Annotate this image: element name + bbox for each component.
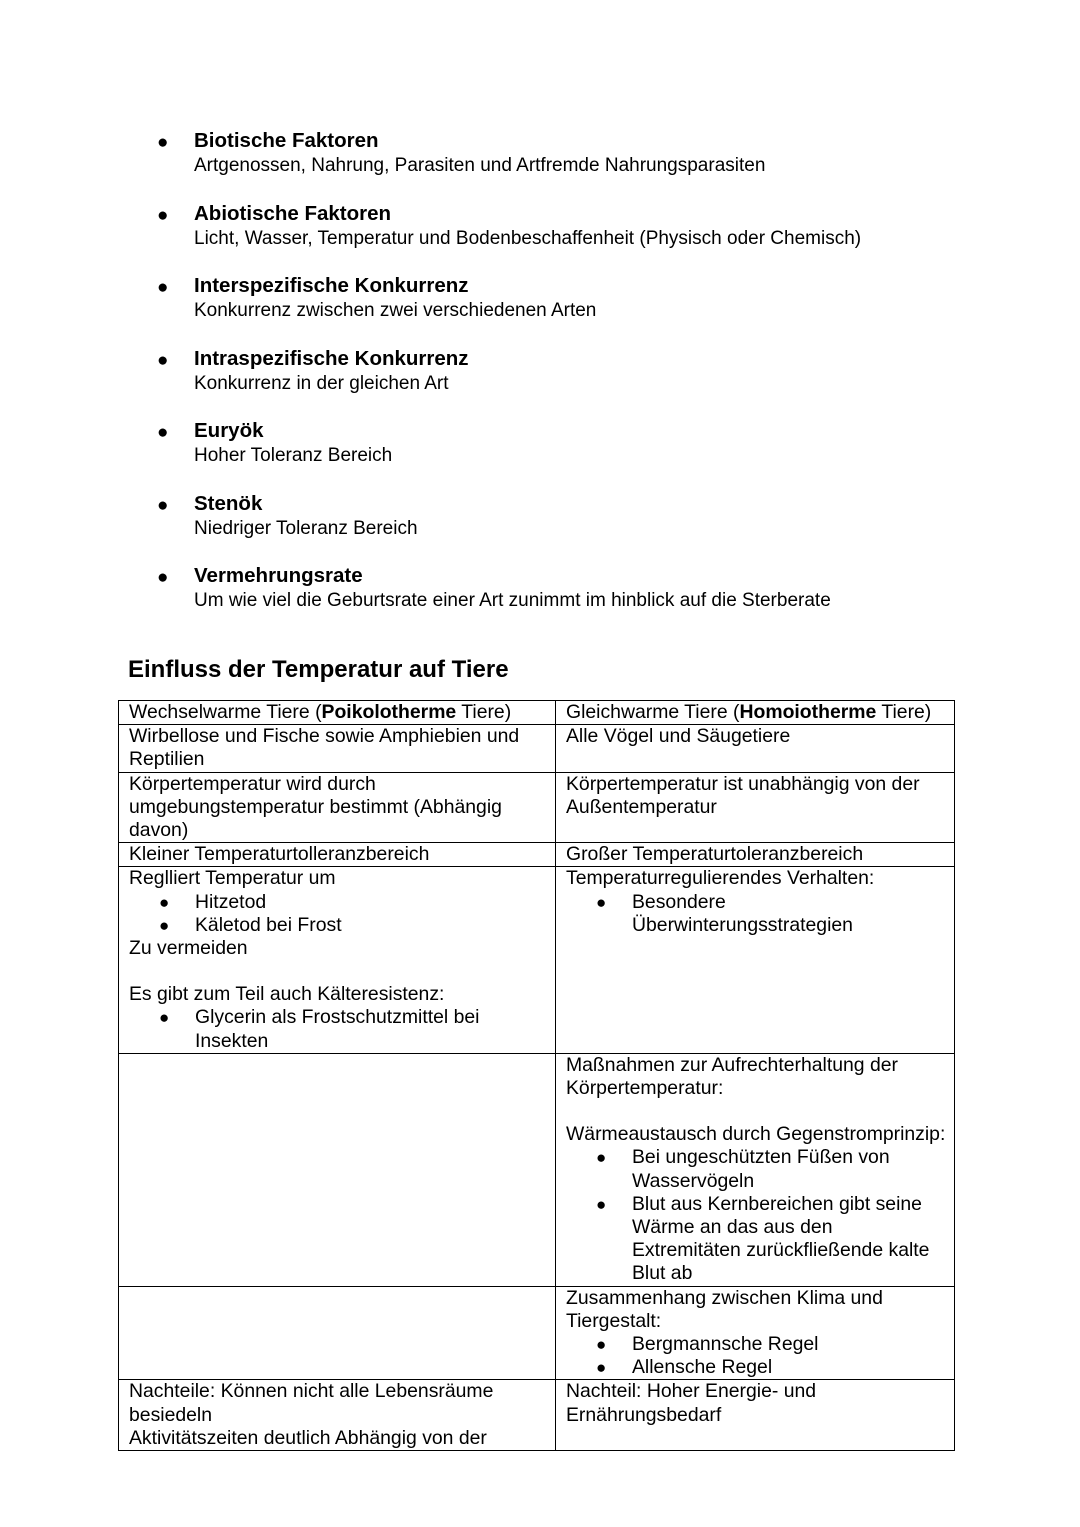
term-item	[0, 346, 1080, 419]
bullet-icon: ●	[159, 915, 170, 935]
term-title: Vermehrungsrate	[194, 564, 363, 587]
list-item-text: Käletod bei Frost	[195, 913, 342, 936]
term-description: Licht, Wasser, Temperatur und Bodenbeschaffenheit (Physisch oder Chemisch)	[194, 227, 862, 249]
cell-text: Maßnahmen zur Aufrechterhaltung der Körpertemperatur:	[566, 1053, 898, 1100]
spacer	[129, 960, 547, 983]
spacer	[566, 1100, 946, 1123]
cell-list	[129, 1006, 547, 1052]
list-item-text: Glycerin als Frostschutzmittel bei Insekten	[195, 1006, 480, 1052]
table-cell-empty	[119, 1053, 556, 1286]
table-cell: Großer Temperaturtoleranzbereich	[556, 843, 955, 867]
term-description: Hoher Toleranz Bereich	[194, 445, 393, 466]
term-item	[0, 563, 1080, 636]
table-row	[119, 725, 955, 772]
cell-list	[566, 1146, 946, 1285]
bullet-icon: ●	[157, 132, 169, 153]
list-item-text: Bergmannsche Regel	[632, 1333, 819, 1356]
table-row	[119, 1053, 955, 1286]
term-title: Euryök	[194, 419, 264, 442]
term-title: Intraspezifische Konkurrenz	[194, 346, 469, 370]
bullet-icon: ●	[157, 277, 169, 298]
term-description: Um wie viel die Geburtsrate einer Art zunimmt im hinblick auf die Sterberate	[194, 590, 831, 611]
list-item-text: Bei ungeschützten Füßen von Wasservögeln	[632, 1146, 890, 1192]
table-row	[119, 1286, 955, 1380]
table-cell: Nachteil: Hoher Energie- und Ernährungsbedarf	[556, 1380, 955, 1451]
list-item-text: Hitzetod	[195, 890, 267, 913]
cell-list	[566, 1333, 946, 1379]
table-cell	[119, 867, 556, 1053]
cell-list	[129, 891, 547, 937]
header-cell-poikilotherm	[119, 701, 556, 725]
comparison-table	[118, 700, 955, 1451]
table-cell-empty	[119, 1286, 556, 1380]
list-item-text: Besondere Überwinterungsstrategien	[632, 890, 853, 936]
table-cell	[556, 867, 955, 1053]
term-description: Konkurrenz in der gleichen Art	[194, 372, 449, 394]
list-item-text: Allensche Regel	[632, 1356, 773, 1379]
bullet-icon: ●	[157, 349, 169, 371]
header-text-pre: Gleichwarme Tiere (	[566, 701, 740, 723]
cell-text: Zu vermeiden	[129, 937, 248, 960]
cell-text: Es gibt zum Teil auch Kälteresistenz:	[129, 983, 445, 1006]
cell-text: Reglliert Temperatur um	[129, 867, 336, 890]
bullet-icon: ●	[157, 494, 169, 516]
list-item	[129, 891, 547, 914]
term-item	[0, 128, 1080, 201]
section-title: Einfluss der Temperatur auf Tiere	[128, 656, 509, 683]
table-cell: Körpertemperatur wird durch umgebungstemperatur bestimmt (Abhängig davon)	[119, 772, 556, 843]
list-item	[566, 891, 946, 937]
bullet-icon: ●	[596, 1148, 607, 1168]
term-title: Abiotische Faktoren	[194, 201, 392, 225]
term-item	[0, 418, 1080, 491]
table-cell: Kleiner Temperaturtolleranzbereich	[119, 843, 556, 867]
list-item	[566, 1146, 946, 1192]
header-text-post: Tiere)	[456, 701, 512, 723]
table-cell	[556, 1053, 955, 1286]
header-text-bold: Poikolotherme	[321, 701, 457, 723]
bullet-icon: ●	[157, 422, 169, 443]
list-item	[566, 1193, 946, 1286]
term-title: Biotische Faktoren	[194, 129, 379, 152]
term-description: Niedriger Toleranz Bereich	[194, 517, 418, 539]
table-cell: Wirbellose und Fische sowie Amphiebien und Reptilien	[119, 725, 556, 772]
term-item	[0, 273, 1080, 346]
table-row	[119, 1380, 955, 1451]
table-cell	[556, 1286, 955, 1380]
cell-text: Nachteile: Können nicht alle Lebensräume besiedeln	[129, 1380, 494, 1426]
term-list	[0, 128, 1080, 636]
table-row	[119, 867, 955, 1053]
bullet-icon: ●	[596, 1335, 607, 1355]
list-item	[129, 914, 547, 937]
bullet-icon: ●	[157, 204, 169, 226]
bullet-icon: ●	[159, 1008, 170, 1028]
term-description: Artgenossen, Nahrung, Parasiten und Artfremde Nahrungsparasiten	[194, 155, 766, 176]
term-item	[0, 201, 1080, 274]
header-text-bold: Homoiotherme	[739, 701, 877, 723]
term-title: Interspezifische Konkurrenz	[194, 274, 469, 297]
header-cell-homoiotherm	[556, 701, 955, 725]
cell-text: Aktivitätszeiten deutlich Abhängig von der	[129, 1426, 487, 1449]
cell-text: Temperaturregulierendes Verhalten:	[566, 867, 875, 890]
table-cell: Körpertemperatur ist unabhängig von der Außentemperatur	[556, 772, 955, 843]
bullet-icon: ●	[157, 567, 169, 588]
bullet-icon: ●	[596, 1194, 607, 1214]
table-header-row	[119, 701, 955, 725]
table-cell	[119, 1380, 556, 1451]
list-item-text: Blut aus Kernbereichen gibt seine Wärme an das aus den Extremitäten zurückfließende kalte Blut ab	[632, 1192, 930, 1285]
table-row	[119, 843, 955, 867]
bullet-icon: ●	[596, 1358, 607, 1378]
term-description: Konkurrenz zwischen zwei verschiedenen Arten	[194, 300, 597, 321]
table-row	[119, 772, 955, 843]
header-text-post: Tiere)	[876, 701, 932, 723]
list-item	[566, 1356, 946, 1379]
cell-list	[566, 891, 946, 937]
list-item	[566, 1333, 946, 1356]
cell-text: Zusammenhang zwischen Klima und Tiergestalt:	[566, 1286, 883, 1332]
cell-text: Wärmeaustausch durch Gegenstromprinzip:	[566, 1123, 946, 1146]
bullet-icon: ●	[596, 892, 607, 912]
table-cell: Alle Vögel und Säugetiere	[556, 725, 955, 772]
list-item	[129, 1006, 547, 1052]
term-item	[0, 491, 1080, 564]
term-title: Stenök	[194, 491, 263, 515]
header-text-pre: Wechselwarme Tiere (	[129, 701, 322, 723]
bullet-icon: ●	[159, 892, 170, 912]
